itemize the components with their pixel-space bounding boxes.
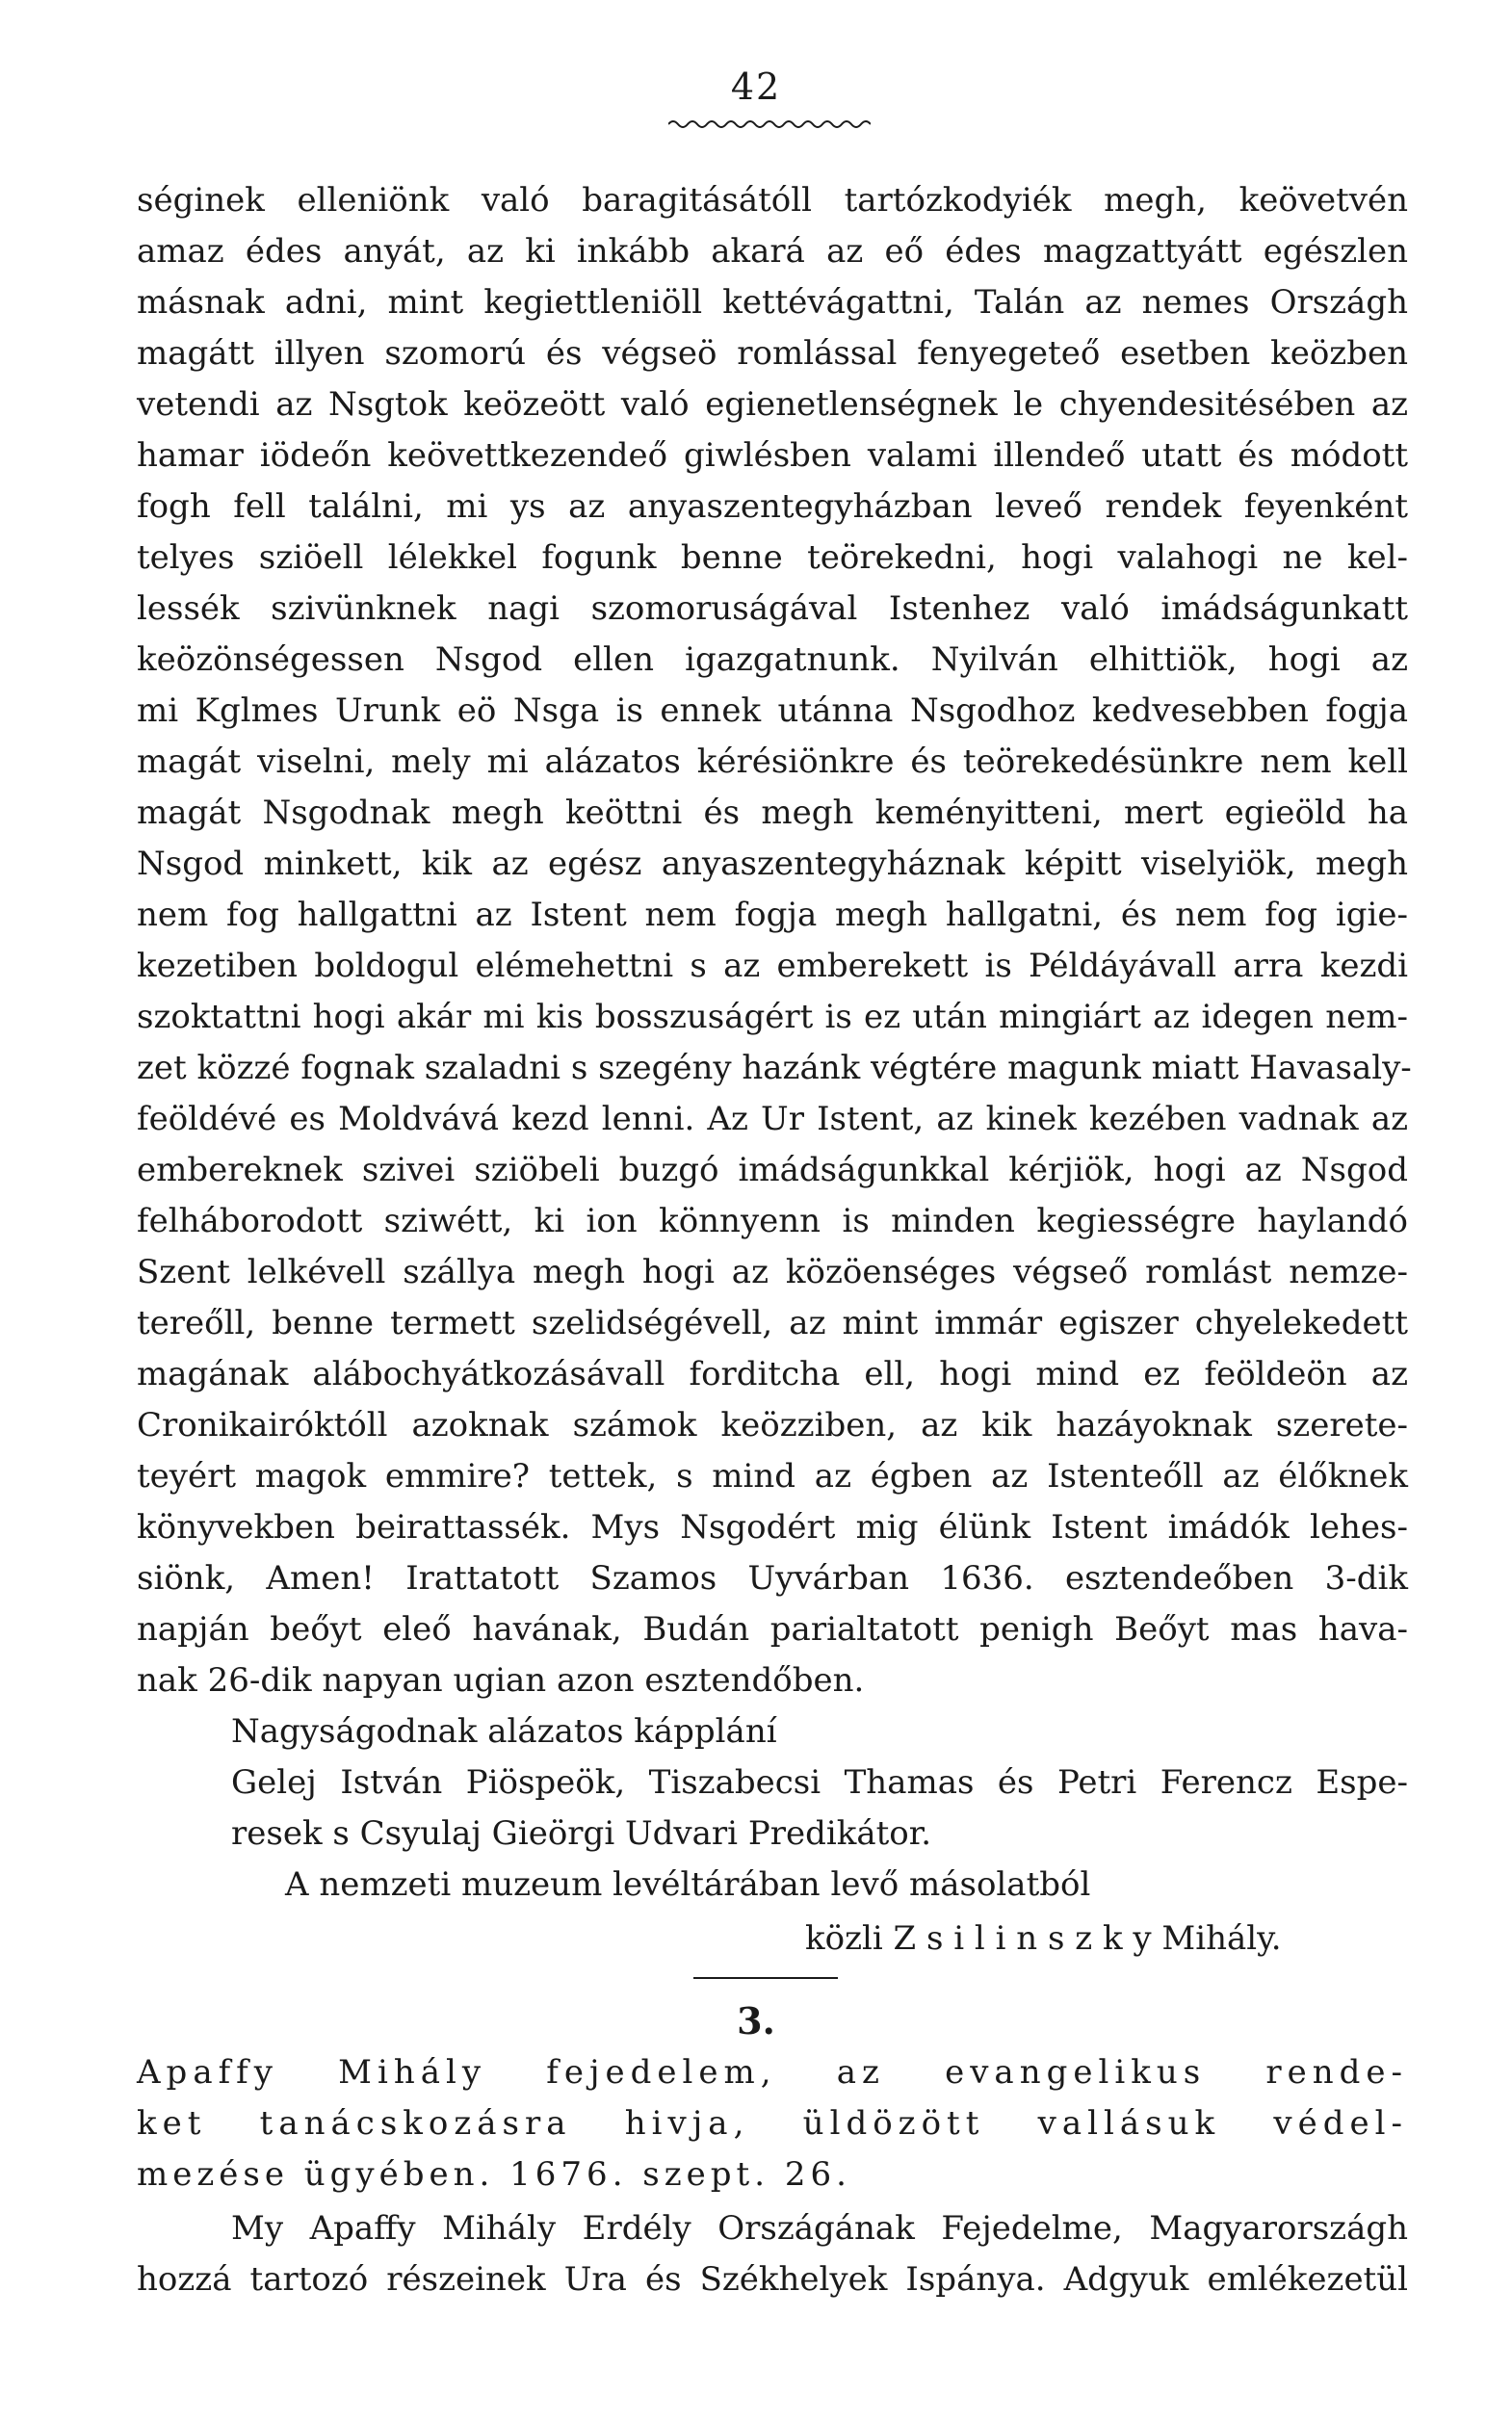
text-line: fogh fell találni, mi ys az anyaszentegyházban leveő rendek feyenként bbox=[137, 487, 1408, 526]
text-line: kezetiben boldogul elémehettni s az emberekett is Példáyávall arra kezdi bbox=[137, 947, 1408, 985]
text-line: magátt illyen szomorú és végseö romlással fenyegeteő esetben keözben bbox=[137, 334, 1408, 373]
section-divider bbox=[693, 1977, 838, 1979]
source-note: A nemzeti muzeum levéltárában levő másolatból bbox=[285, 1865, 1091, 1904]
text-line: séginek elleniönk való baragitásátóll tartózkodyiék megh, keövetvén bbox=[137, 181, 1408, 220]
text-line: mi Kglmes Urunk eö Nsga is ennek utánna Nsgodhoz kedvesebben fogja bbox=[137, 691, 1408, 730]
text-line: teyért magok emmire? tettek, s mind az égben az Istenteőll az élőknek bbox=[137, 1457, 1408, 1496]
heading-line: Apaffy Mihály fejedelem, az evangelikus rende- bbox=[137, 2053, 1408, 2092]
text-line: vetendi az Nsgtok keözeött való egienetlenségnek le chyendesitésében az bbox=[137, 385, 1408, 424]
text-line: másnak adni, mint kegiettleniöll kettévágattni, Talán az nemes Országh bbox=[137, 283, 1408, 322]
text-line: amaz édes anyát, az ki inkább akará az eő édes magzattyátt egészlen bbox=[137, 232, 1408, 271]
heading-line: mezése ügyében. 1676. szept. 26. bbox=[137, 2155, 851, 2194]
text-line: nak 26-dik napyan ugian azon esztendőben. bbox=[137, 1661, 865, 1700]
wavy-ornament-icon bbox=[668, 117, 871, 131]
text-line: hozzá tartozó részeinek Ura és Székhelyek Ispánya. Adgyuk emlékezetül bbox=[137, 2260, 1408, 2299]
text-line: Szent lelkévell szállya megh hogi az közöenséges végseő romlást nemze- bbox=[137, 1253, 1408, 1291]
text-line: felháborodott sziwétt, ki ion könnyenn is minden kegiességre haylandó bbox=[137, 1202, 1408, 1240]
text-line: siönk, Amen! Irattatott Szamos Uyvárban 1636. esztendeőben 3-dik bbox=[137, 1559, 1408, 1598]
contributor-signature: közli Z s i l i n s z k y Mihály. bbox=[805, 1919, 1282, 1958]
closing-signatories-cont: resek s Csyulaj Gieörgi Udvari Predikátor. bbox=[231, 1814, 932, 1853]
text-line: nem fog hallgattni az Istent nem fogja megh hallgatni, és nem fog igie- bbox=[137, 896, 1408, 934]
closing-signatories: Gelej István Piöspeök, Tiszabecsi Thamas és Petri Ferencz Espe- bbox=[231, 1763, 1408, 1802]
text-line: könyvekben beirattassék. Mys Nsgodért mig élünk Istent imádók lehes- bbox=[137, 1508, 1408, 1547]
text-line: embereknek szivei sziöbeli buzgó imádságunkkal kérjiök, hogi az Nsgod bbox=[137, 1151, 1408, 1189]
text-line: magát Nsgodnak megh keöttni és megh keményitteni, mert egieöld ha bbox=[137, 794, 1408, 832]
text-line: keözönségessen Nsgod ellen igazgatnunk. Nyilván elhittiök, hogi az bbox=[137, 640, 1408, 679]
section-number: 3. bbox=[737, 1999, 775, 2043]
text-line: szoktattni hogi akár mi kis bosszuságért is ez után mingiárt az idegen nem- bbox=[137, 998, 1408, 1036]
text-line: zet közzé fognak szaladni s szegény hazánk végtére magunk miatt Havasaly- bbox=[137, 1049, 1412, 1087]
heading-line: ket tanácskozásra hivja, üldözött vallásuk védel- bbox=[137, 2104, 1408, 2143]
page-number: 42 bbox=[730, 65, 782, 108]
text-line: Cronikairóktóll azoknak számok keözziben, az kik hazáyoknak szerete- bbox=[137, 1406, 1408, 1445]
text-line: magának alábochyátkozásávall forditcha ell, hogi mind ez feöldeön az bbox=[137, 1355, 1408, 1393]
text-line: tereőll, benne termett szelidségévell, az mint immár egiszer chyelekedett bbox=[137, 1304, 1408, 1342]
text-line: hamar iödeőn keövettkezendeő giwlésben valami illendeő utatt és módott bbox=[137, 436, 1408, 475]
closing-salutation: Nagyságodnak alázatos kápplání bbox=[231, 1712, 777, 1751]
text-line: feöldévé es Moldvává kezd lenni. Az Ur Istent, az kinek kezében vadnak az bbox=[137, 1100, 1408, 1138]
text-line: lessék szivünknek nagi szomoruságával Istenhez való imádságunkatt bbox=[137, 589, 1408, 628]
text-line: napján beőyt eleő havának, Budán parialtatott penigh Beőyt mas hava- bbox=[137, 1610, 1408, 1649]
text-line: My Apaffy Mihály Erdély Országának Fejedelme, Magyarországh bbox=[231, 2209, 1408, 2248]
text-line: Nsgod minkett, kik az egész anyaszentegyháznak képitt viselyiök, megh bbox=[137, 845, 1408, 883]
text-line: telyes sziöell lélekkel fogunk benne teörekedni, hogi valahogi ne kel- bbox=[137, 538, 1408, 577]
text-line: magát viselni, mely mi alázatos kérésiönkre és teörekedésünkre nem kell bbox=[137, 742, 1408, 781]
